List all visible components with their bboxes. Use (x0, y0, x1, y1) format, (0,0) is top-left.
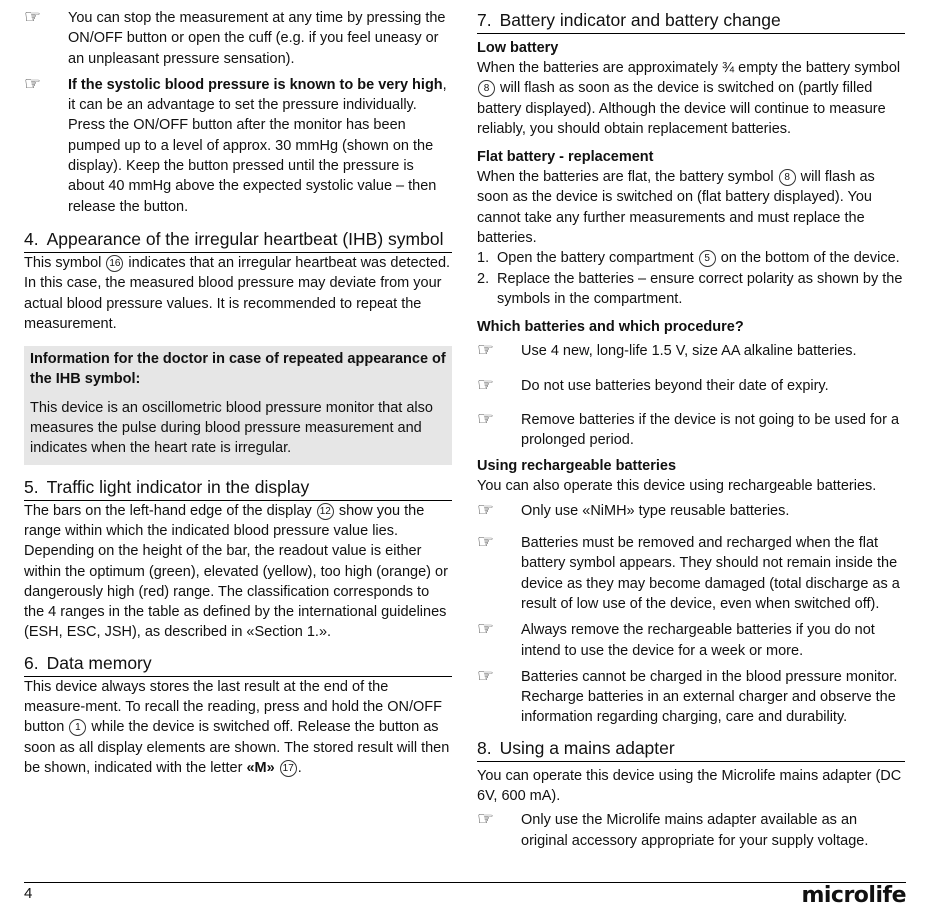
section-number: 5. (24, 476, 39, 497)
tip-text: Use 4 new, long-life 1.5 V, size AA alkaline batteries. (521, 343, 857, 360)
tip-item (477, 667, 905, 728)
section-7-heading (477, 8, 905, 34)
doctor-info-box (24, 346, 452, 464)
section-5-heading (24, 475, 452, 501)
tip-stop-measurement (24, 8, 452, 69)
tip-text: Batteries cannot be charged in the blood pressure monitor. Recharge batteries in an external charger and observe the information regarding charging, care and durability. (521, 668, 898, 726)
section-number: 6. (24, 652, 39, 673)
section-title: Using a mains adapter (499, 737, 675, 758)
text-run: When the batteries are flat, the battery symbol (477, 169, 774, 186)
flat-battery-text (477, 167, 905, 248)
tip-text: Do not use batteries beyond their date of expiry. (521, 377, 829, 394)
pointing-hand-icon: ☞ (477, 408, 495, 430)
tip-item (477, 501, 905, 521)
text-run: will flash as soon as the device is switched on (flat battery displayed). You cannot take any further measurements and must replace the batteries. (477, 169, 875, 247)
tip-rest: , it can be an advantage to set the pressure individually. Press the ON/OFF button after the monitor has been pumped up to a level of approx. 30 mmHg (shown on the display). Keep the button pressed until the pressure is about 40 mmHg above the expected systolic value – then release the button. (68, 76, 447, 215)
battery-steps (477, 248, 905, 309)
text-run: The bars on the left-hand edge of the display (24, 502, 312, 519)
pointing-hand-icon: ☞ (477, 619, 495, 641)
pointing-hand-icon: ☞ (477, 665, 495, 687)
text-run: This symbol (24, 254, 102, 271)
page-number: 4 (24, 885, 33, 902)
section-4-heading (24, 227, 452, 253)
reference-number: 12 (317, 503, 334, 520)
pointing-hand-icon: ☞ (477, 340, 495, 362)
pointing-hand-icon: ☞ (477, 532, 495, 554)
reference-number: 5 (699, 250, 716, 267)
tip-item (477, 620, 905, 661)
right-column (477, 8, 905, 851)
tip-text: Only use «NiMH» type reusable batteries. (521, 502, 790, 519)
step-item (477, 269, 905, 310)
doctor-info-text: This device is an oscillometric blood pressure monitor that also measures the pulse during blood pressure measurement and indicates when the heart rate is irregular. (30, 399, 433, 457)
doctor-info-heading: Information for the doctor in case of repeated appearance of the IHB symbol: (30, 351, 446, 388)
pointing-hand-icon: ☞ (477, 809, 495, 831)
low-battery-text (477, 58, 905, 139)
reference-number: 16 (106, 255, 123, 272)
tip-bold: If the systolic blood pressure is known to be very high (68, 76, 443, 93)
microlife-logo: microlife (801, 883, 906, 908)
reference-number: 8 (779, 169, 796, 186)
tip-text: Remove batteries if the device is not going to be used for a prolonged period. (521, 411, 900, 449)
step-number: 2. (477, 270, 490, 287)
text-run: When the batteries are approximately ¾ empty the battery symbol (477, 60, 901, 76)
section-5-text (24, 501, 452, 643)
tip-text: Always remove the rechargeable batteries if you do not intend to use the device for a week or more. (521, 622, 875, 659)
text-run: show you the range within which the indicated blood pressure value lies. Depending on the height of the bar, the readout value is either within the optimum (green), elevated (yellow), too high (orange) or dangerously high (red) range. The classification corresponds to the 4 ranges in the table as defined by the international guidelines (ESH, ESC, JSH), as described in «Section 1.». (24, 502, 448, 641)
section-title: Battery indicator and battery change (499, 10, 781, 30)
low-battery-heading: Low battery (477, 40, 559, 56)
section-number: 7. (477, 10, 492, 30)
tip-item (477, 410, 905, 451)
rechargeable-intro: You can also operate this device using rechargeable batteries. (477, 478, 877, 495)
step-text (497, 248, 900, 268)
reference-number: 1 (69, 719, 86, 736)
tip-text: Batteries must be removed and recharged when the flat battery symbol appears. They should not remain inside the device as they may become damaged (total discharge as a result of low use of the device, even when switched off). (521, 535, 900, 612)
which-batteries-heading: Which batteries and which procedure? (477, 319, 744, 336)
left-column (24, 8, 452, 778)
pointing-hand-icon: ☞ (24, 73, 42, 95)
text-run: on the bottom of the device. (720, 250, 900, 267)
section-8-text: You can operate this device using the Microlife mains adapter (DC 6V, 600 mA). (477, 767, 902, 805)
tip-text: You can stop the measurement at any time by pressing the ON/OFF button or open the cuff (e.g. if you feel uneasy or an unpleasant pressure sensation). (68, 10, 446, 67)
section-number: 4. (24, 228, 39, 249)
section-title: Traffic light indicator in the display (46, 476, 310, 497)
tip-item (477, 376, 905, 396)
section-title: Appearance of the irregular heartbeat (IHB) symbol (46, 228, 444, 249)
section-6-heading (24, 651, 452, 677)
pointing-hand-icon: ☞ (477, 499, 495, 521)
section-4-text (24, 253, 452, 334)
tip-item (477, 341, 905, 361)
footer-divider (24, 882, 906, 883)
rechargeable-heading: Using rechargeable batteries (477, 458, 677, 475)
text-run: indicates that an irregular heartbeat was detected. In this case, the measured blood pressure may deviate from your actual blood pressure values. It is recommended to repeat the measurement. (24, 254, 451, 332)
memory-letter: «M» (246, 759, 275, 776)
step-number: 1. (477, 250, 490, 267)
tip-text (68, 75, 452, 217)
section-6-text (24, 677, 452, 778)
step-item (477, 248, 905, 268)
reference-number: 8 (478, 80, 495, 97)
text-run: This device always stores the last result at the end of the measure-ment. To recall the reading, press and hold the ON/OFF button (24, 678, 443, 736)
text-run: . (297, 759, 302, 776)
tip-item (477, 810, 905, 851)
tip-high-systolic (24, 75, 452, 217)
step-text: Replace the batteries – ensure correct polarity as shown by the symbols in the compartment. (497, 270, 903, 307)
tip-text: Only use the Microlife mains adapter available as an original accessory appropriate for your supply voltage. (521, 812, 869, 849)
text-run: Open the battery compartment (497, 250, 694, 267)
tip-item (477, 533, 905, 614)
section-title: Data memory (46, 652, 152, 673)
section-number: 8. (477, 737, 492, 758)
text-run: will flash as soon as the device is switched on (partly filled battery displayed). Although the device will continue to measure reliably, you should obtain replacement batteries. (477, 80, 886, 137)
pointing-hand-icon: ☞ (477, 374, 495, 396)
reference-number: 17 (280, 760, 297, 777)
pointing-hand-icon: ☞ (24, 7, 42, 28)
section-8-heading (477, 736, 905, 762)
flat-battery-heading: Flat battery - replacement (477, 149, 654, 166)
text-run: while the device is switched off. Release the button as soon as all display elements are shown. The stored result will then be shown, indicated with the letter (24, 719, 450, 776)
